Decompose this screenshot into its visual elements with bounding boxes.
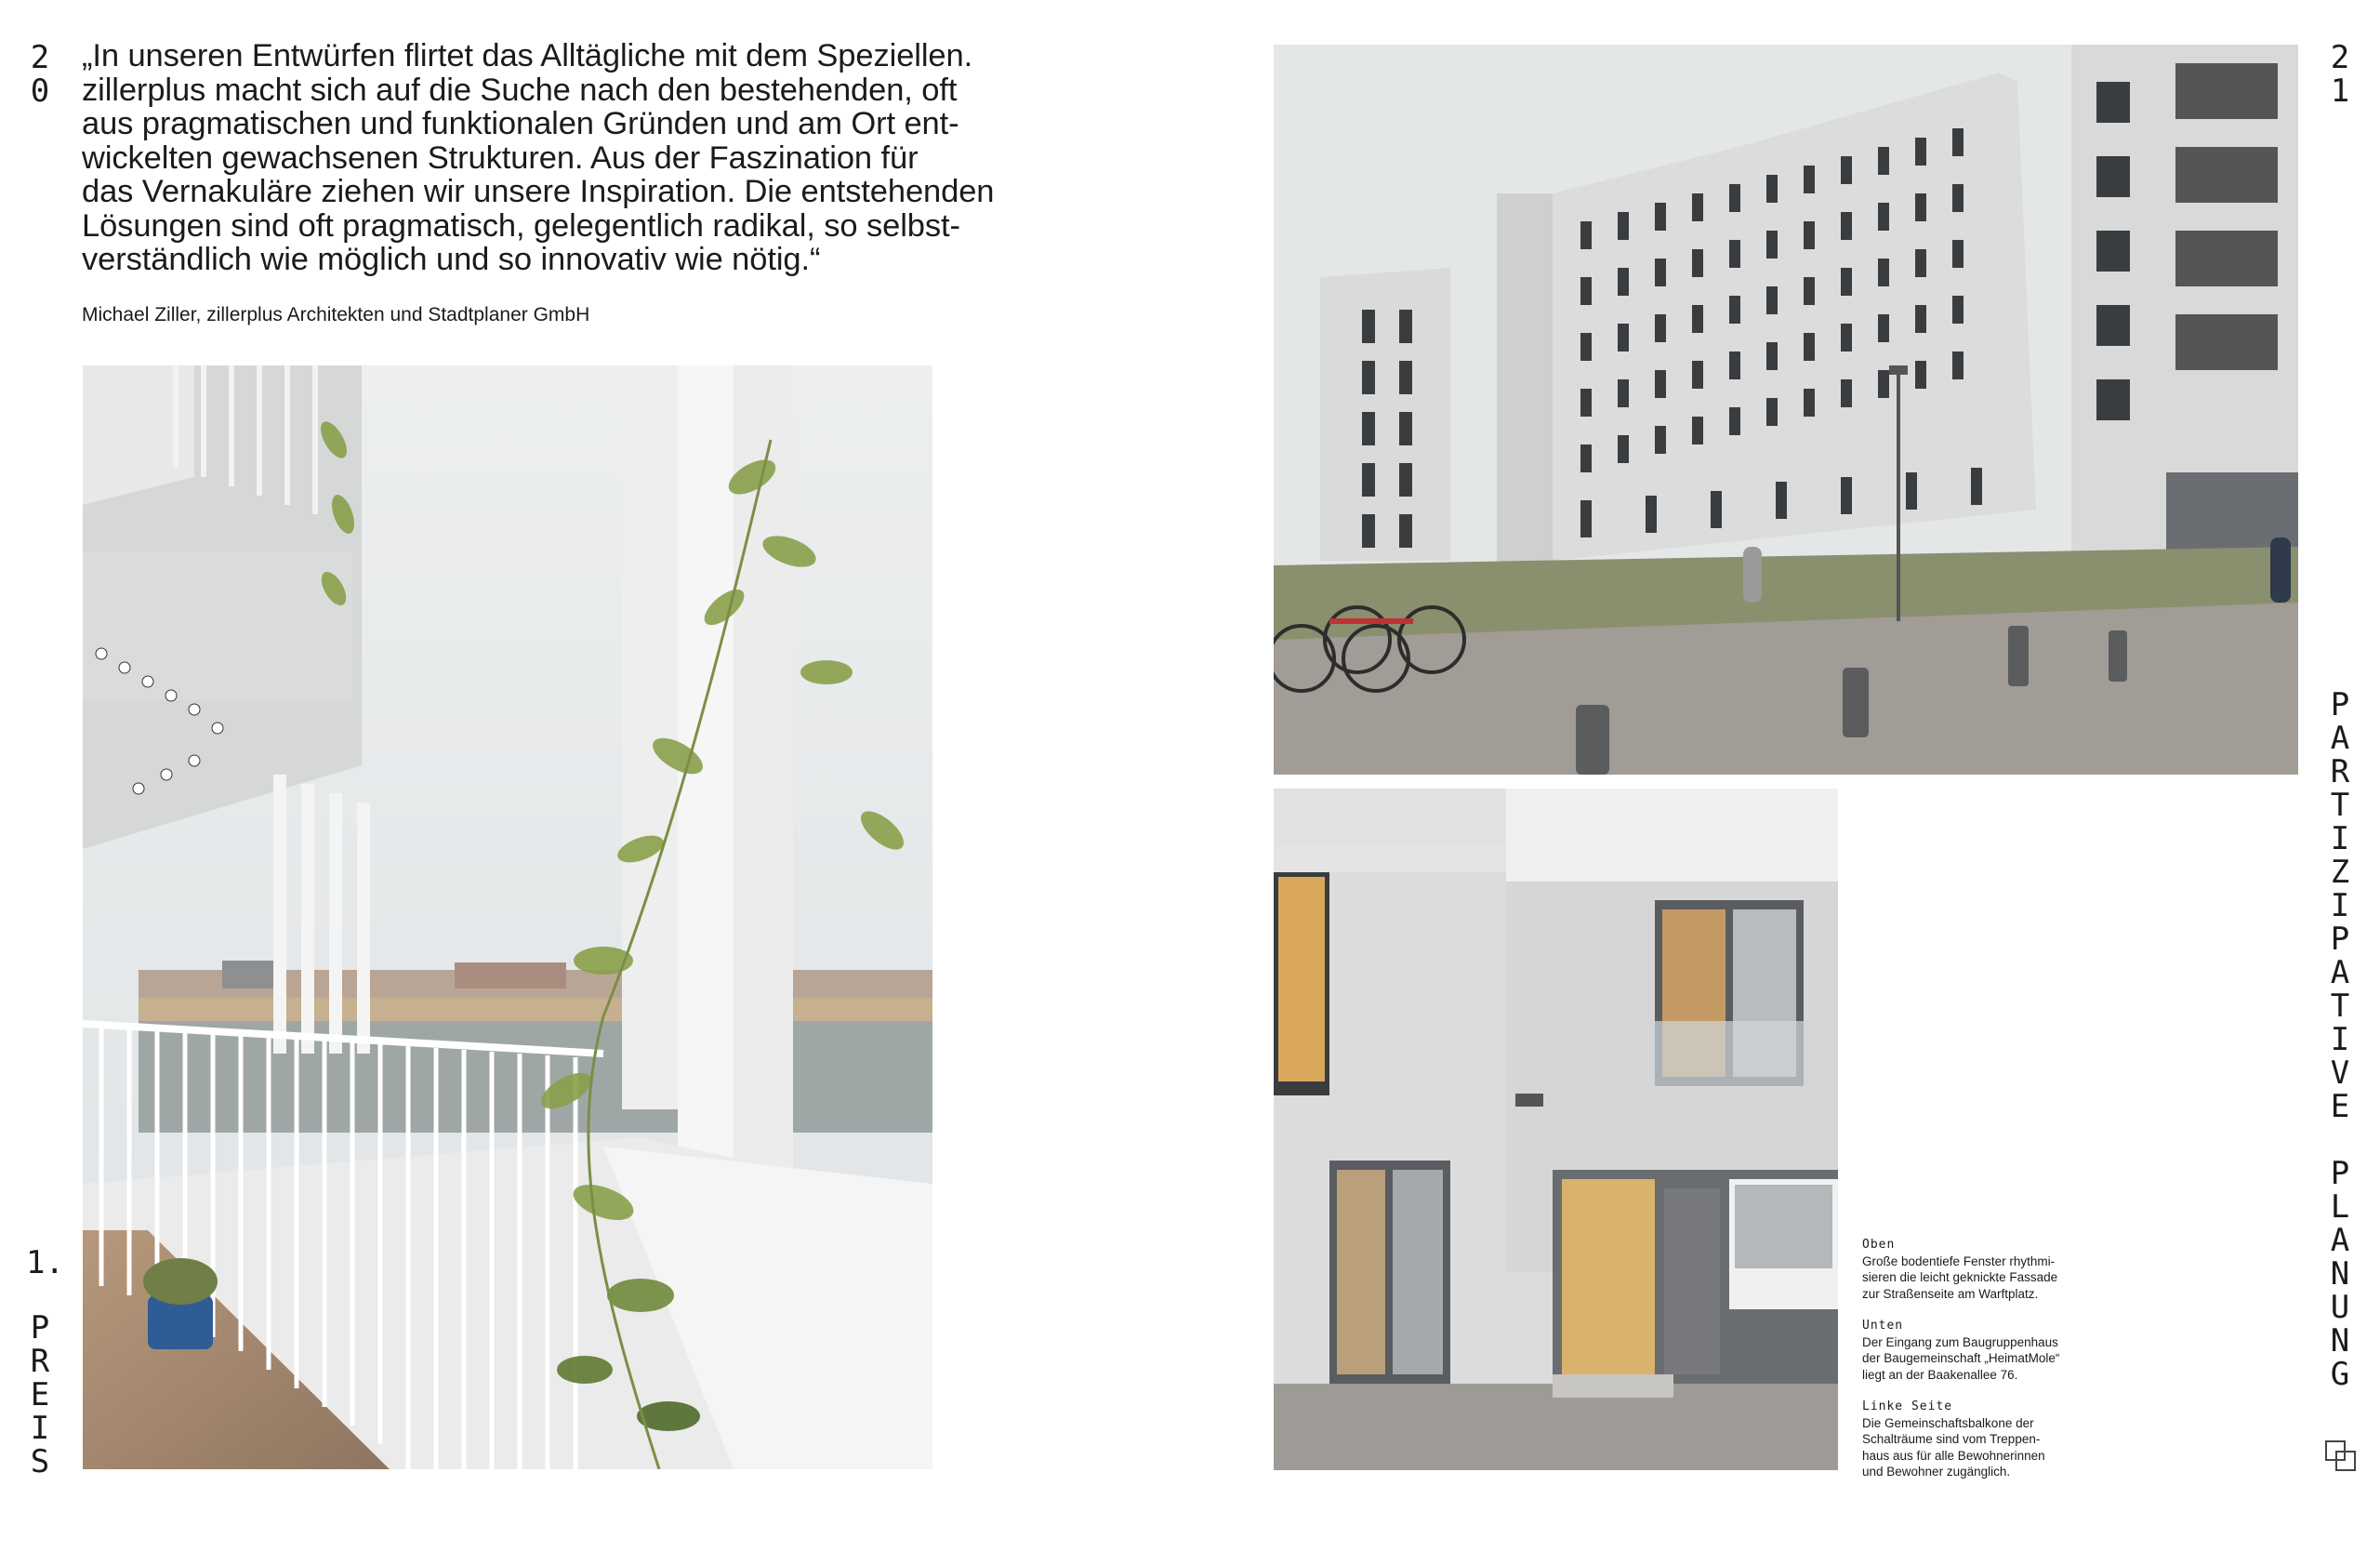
caption-text: Die Gemeinschaftsbalkone der Schalträume sind vom Treppen- haus aus für alle Bewohnerinnen und Bewohner zugänglich. bbox=[1862, 1415, 2045, 1479]
photo-balcony bbox=[83, 365, 932, 1469]
page-number-right: 2 1 bbox=[2330, 39, 2350, 110]
caption-left-page bbox=[1862, 1399, 2085, 1480]
page-number-left: 2 0 bbox=[30, 39, 50, 110]
quote-line: verständlich wie möglich und so innovativ wie nötig.“ bbox=[82, 242, 821, 277]
caption-text: Der Eingang zum Baugruppenhaus der Baugemeinschaft „HeimatMole“ liegt an der Baakenallee 76. bbox=[1862, 1334, 2060, 1382]
overlapping-squares-icon bbox=[2324, 1439, 2358, 1473]
quote-line: „In unseren Entwürfen flirtet das Alltägliche mit dem Speziellen. bbox=[82, 38, 973, 73]
caption-label: Oben bbox=[1862, 1238, 1896, 1252]
vertical-label-partizipative-planung: P A R T I Z I P A T I V E P L A N U N G bbox=[2330, 686, 2350, 1393]
caption-top bbox=[1862, 1237, 2085, 1302]
caption-text: Große bodentiefe Fenster rhythmi- sieren die leicht geknickte Fassade zur Straßenseite am Warftplatz. bbox=[1862, 1254, 2058, 1301]
photo-entrance bbox=[1274, 789, 1838, 1470]
pull-quote bbox=[82, 39, 1021, 277]
vertical-label-preis: P R E I S bbox=[30, 1309, 50, 1480]
photo-captions bbox=[1862, 1237, 2085, 1496]
section-number: 1. bbox=[26, 1244, 64, 1281]
quote-line: zillerplus macht sich auf die Suche nach den bestehenden, oft bbox=[82, 72, 958, 108]
quote-line: Lösungen sind oft pragmatisch, gelegentlich radikal, so selbst- bbox=[82, 207, 960, 244]
caption-bottom bbox=[1862, 1318, 2085, 1383]
caption-label: Linke Seite bbox=[1862, 1399, 1953, 1413]
quote-line: das Vernakuläre ziehen wir unsere Inspiration. Die entstehenden bbox=[82, 174, 995, 209]
caption-label: Unten bbox=[1862, 1319, 1904, 1333]
quote-author: Michael Ziller, zillerplus Architekten und Stadtplaner GmbH bbox=[82, 304, 590, 325]
quote-line: wickelten gewachsenen Strukturen. Aus der Faszination für bbox=[82, 139, 919, 176]
photo-street-facade bbox=[1274, 45, 2298, 775]
quote-line: aus pragmatischen und funktionalen Gründen und am Ort ent- bbox=[82, 106, 959, 141]
